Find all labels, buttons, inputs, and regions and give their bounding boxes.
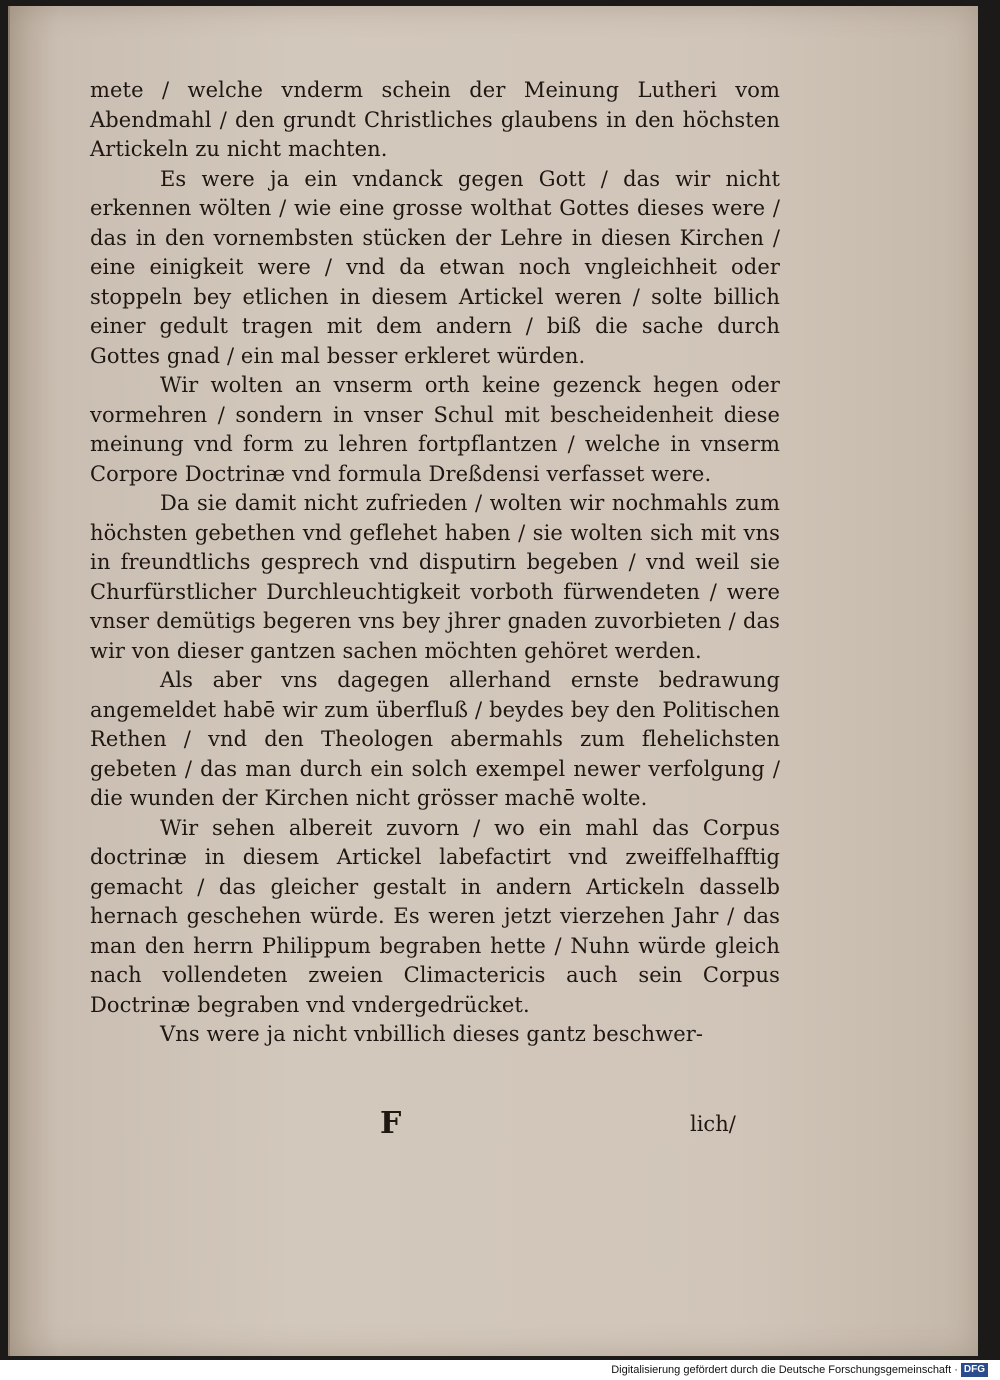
catchword: lich/: [690, 1112, 736, 1136]
paragraph-1: mete / welche vnderm schein der Meinung Lutheri vom Abendmahl / den grundt Christliches glaubens in den höchsten Artickeln zu nicht machten.: [90, 78, 780, 161]
paragraph-3: Wir wolten an vnserm orth keine gezenck hegen oder vormehren / sondern in vnser Schul mit bescheidenheit diese meinung vnd form zu lehren fortpflantzen / welche in vnserm Corpore Doctrinæ vnd formula Dreßdensi verfasset were.: [90, 373, 780, 486]
footer-credit: Digitalisierung gefördert durch die Deutsche Forschungsgemeinschaft ·: [611, 1364, 958, 1376]
paragraph-7: Vns were ja nicht vnbillich dieses gantz beschwer-: [160, 1022, 704, 1046]
book-page: [8, 6, 978, 1356]
signature-mark: F: [380, 1106, 402, 1141]
paragraph-4: Da sie damit nicht zufrieden / wolten wir nochmahls zum höchsten gebethen vnd geflehet haben / sie wolten sich mit vns in freundtlichs gesprech vnd disputirn begeben / vnd weil sie Churfürstlicher Durchleuchtigkeit vorboth fürwendeten / were vnser demütigs begeren vns bey jhrer gnaden zuvorbieten / das wir von dieser gantzen sachen möchten gehöret werden.: [90, 491, 780, 663]
digitization-footer: [611, 1362, 988, 1378]
page-text: [90, 76, 780, 1050]
paragraph-6: Wir sehen albereit zuvorn / wo ein mahl das Corpus doctrinæ in diesem Artickel labefactirt vnd zweiffelhafftig gemacht / das gleicher gestalt in andern Artickeln dasselb hernach geschehen würde. Es weren jetzt vierzehen Jahr / das man den herrn Philippum begraben hette / Nuhn würde gleich nach vollendeten zweien Climactericis auch sein Corpus Doctrinæ begraben vnd vndergedrücket.: [90, 815, 780, 1017]
paragraph-2: Es were ja ein vndanck gegen Gott / das wir nicht erkennen wölten / wie eine grosse wolthat Gottes dieses were / das in den vornembsten stücken der Lehre in diesen Kirchen / eine einigkeit were / vnd da etwan noch vngleichheit oder stoppeln bey etlichen in diesem Artickel weren / solte billich einer gedult tragen mit dem andern / biß die sache durch Gottes gnad / ein mal besser erkleret würden.: [90, 166, 780, 368]
paragraph-5: Als aber vns dagegen allerhand ernste bedrawung angemeldet habē wir zum überfluß / beydes bey den Politischen Rethen / vnd den Theologen abermahls zum flehelichsten gebeten / das man durch ein solch exempel newer verfolgung / die wunden der Kirchen nicht grösser machē wolte.: [90, 668, 780, 810]
dfg-logo-icon: DFG: [961, 1363, 988, 1377]
